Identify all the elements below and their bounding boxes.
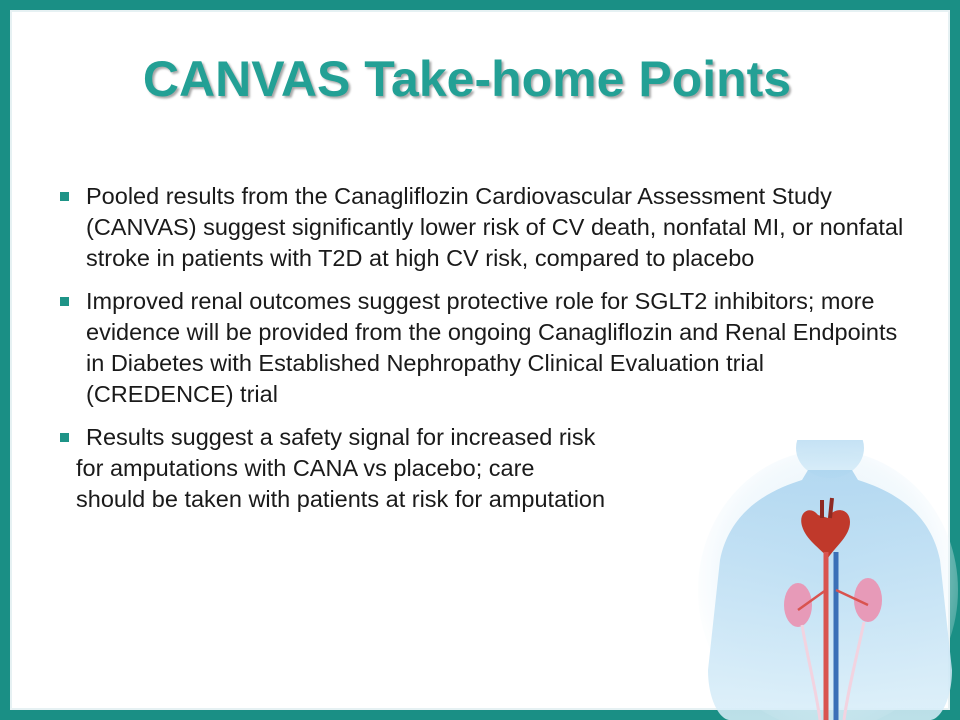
bullet-item-2 (56, 286, 916, 410)
bullet-item-1 (56, 181, 916, 274)
left-kidney-shape (784, 583, 812, 627)
human-torso-kidneys-heart-illustration (690, 440, 960, 720)
square-bullet-icon (60, 433, 69, 442)
square-bullet-icon (60, 192, 69, 201)
bullet-text: Pooled results from the Canagliflozin Cardiovascular Assessment Study (CANVAS) suggest significantly lower risk of CV death, nonfatal MI, or nonfatal stroke in patients with T2D at high CV risk, compared to placebo (86, 183, 904, 271)
bullet-text (76, 422, 746, 515)
square-bullet-icon (60, 297, 69, 306)
slide-title: CANVAS Take-home Points (142, 51, 792, 107)
bullet-text: Improved renal outcomes suggest protective role for SGLT2 inhibitors; more evidence will be provided from the ongoing Canagliflozin and Renal Endpoints in Diabetes with Established Nephropathy Clinical Evaluation trial (CREDENCE) trial (86, 288, 898, 407)
bullet-line: for amputations with CANA vs placebo; care (76, 455, 535, 481)
bullet-line: should be taken with patients at risk for amputation (76, 486, 606, 512)
bullet-line: Results suggest a safety signal for increased risk (86, 424, 596, 450)
